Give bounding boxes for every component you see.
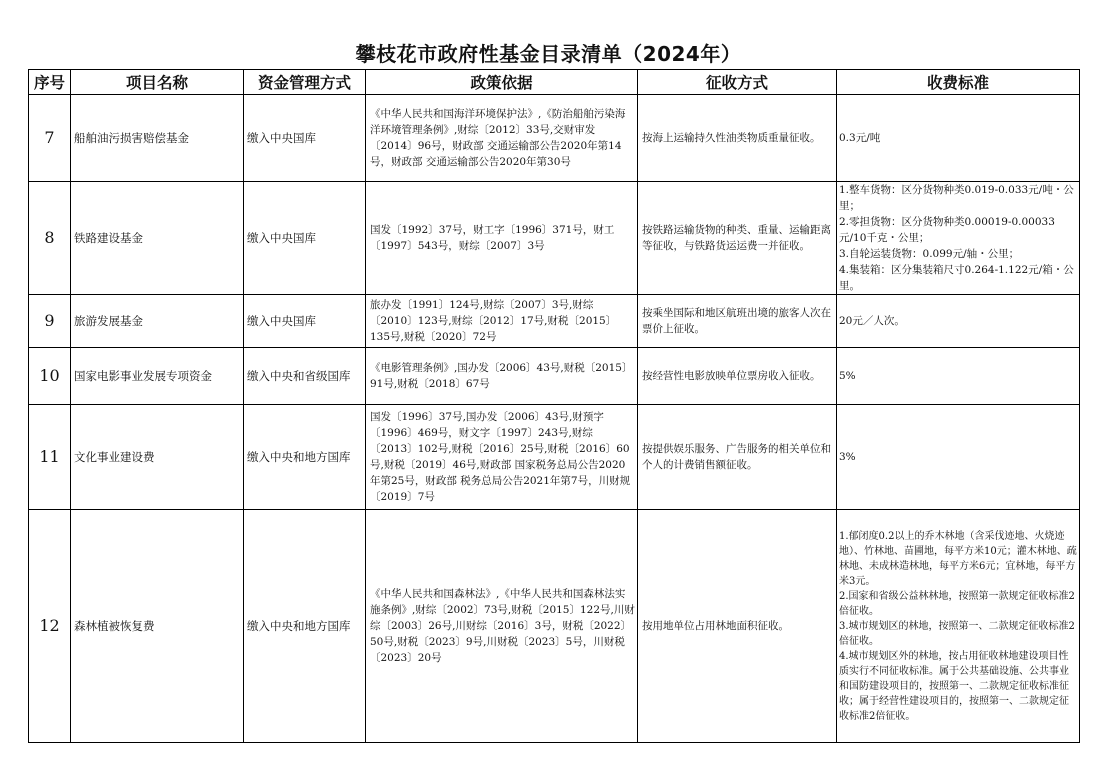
cell-seq: 12 (29, 510, 71, 743)
cell-seq: 7 (29, 95, 71, 182)
cell-seq: 11 (29, 405, 71, 510)
cell-fee-standard: 1.郁闭度0.2以上的乔木林地（含采伐迹地、火烧迹地）、竹林地、苗圃地，每平方米10元；灌木林地、疏林地、未成林造林地，每平方米6元；宜林地，每平方米3元。 2.国家和省级公益林林地，按照第一款规定征收标准2倍征收。 3.城市规划区的林地，按照第一、二款规定征收标准2倍征收。 4.城市规划区外的林地，按占用征收林地建设项目性质实行不同征收标准。属于公共基础设施、公共事业和国防建设项目的，按照第一、二款规定征收标准征收；属于经营性建设项目的，按照第一、二款规定征收标准2倍征收。 (837, 510, 1080, 743)
cell-policy-basis: 《中华人民共和国森林法》,《中华人民共和国森林法实施条例》,财综〔2002〕73号,财税〔2015〕122号,川财综〔2003〕26号,川财综〔2016〕3号，财税〔2022〕50号,财税〔2023〕9号,川财税〔2023〕5号，川财税〔2023〕20号 (366, 510, 638, 743)
cell-management: 缴入中央和地方国库 (244, 405, 366, 510)
cell-fee-standard: 0.3元/吨 (837, 95, 1080, 182)
cell-name: 国家电影事业发展专项资金 (71, 348, 244, 405)
cell-seq: 8 (29, 182, 71, 295)
header-policy-basis: 政策依据 (366, 70, 638, 95)
cell-collection-method: 按经营性电影放映单位票房收入征收。 (638, 348, 837, 405)
cell-management: 缴入中央和省级国库 (244, 348, 366, 405)
cell-management: 缴入中央国库 (244, 182, 366, 295)
cell-policy-basis: 国发〔1992〕37号，财工字〔1996〕371号，财工〔1997〕543号，财综〔2007〕3号 (366, 182, 638, 295)
cell-policy-basis: 国发〔1996〕37号,国办发〔2006〕43号,财预字〔1996〕469号，财文字〔1997〕243号,财综〔2013〕102号,财税〔2016〕25号,财税〔2016〕60号,财税〔2019〕46号,财政部 国家税务总局公告2020年第25号，财政部 税务总局公告2021年第7号，川财规〔2019〕7号 (366, 405, 638, 510)
cell-name: 森林植被恢复费 (71, 510, 244, 743)
table-row (29, 510, 1080, 743)
cell-collection-method: 按提供娱乐服务、广告服务的相关单位和个人的计费销售额征收。 (638, 405, 837, 510)
table-header-row (29, 70, 1080, 95)
cell-policy-basis: 旅办发〔1991〕124号,财综〔2007〕3号,财综〔2010〕123号,财综〔2012〕17号,财税〔2015〕135号,财税〔2020〕72号 (366, 295, 638, 348)
cell-policy-basis: 《电影管理条例》,国办发〔2006〕43号,财税〔2015〕91号,财税〔2018〕67号 (366, 348, 638, 405)
cell-collection-method: 按用地单位占用林地面积征收。 (638, 510, 837, 743)
header-collection-method: 征收方式 (638, 70, 837, 95)
cell-fee-standard: 3% (837, 405, 1080, 510)
table-row (29, 295, 1080, 348)
header-seq: 序号 (29, 70, 71, 95)
table-row (29, 95, 1080, 182)
fund-table (28, 69, 1080, 743)
cell-name: 文化事业建设费 (71, 405, 244, 510)
cell-seq: 9 (29, 295, 71, 348)
cell-name: 铁路建设基金 (71, 182, 244, 295)
cell-management: 缴入中央国库 (244, 295, 366, 348)
cell-management: 缴入中央国库 (244, 95, 366, 182)
page-title: 攀枝花市政府性基金目录清单（2024年） (355, 42, 742, 66)
cell-collection-method: 按海上运输持久性油类物质重量征收。 (638, 95, 837, 182)
table-row (29, 182, 1080, 295)
cell-fee-standard: 20元／人次。 (837, 295, 1080, 348)
cell-fee-standard: 1.整车货物：区分货物种类0.019-0.033元/吨・公里； 2.零担货物：区分货物种类0.00019-0.00033元/10千克・公里； 3.自轮运装货物：0.099元/轴・公里； 4.集装箱：区分集装箱尺寸0.264-1.122元/箱・公里。 (837, 182, 1080, 295)
cell-management: 缴入中央和地方国库 (244, 510, 366, 743)
header-name: 项目名称 (71, 70, 244, 95)
header-fee-standard: 收费标准 (837, 70, 1080, 95)
cell-fee-standard: 5% (837, 348, 1080, 405)
cell-policy-basis: 《中华人民共和国海洋环境保护法》,《防治船舶污染海洋环境管理条例》,财综〔2012〕33号,交财审发〔2014〕96号，财政部 交通运输部公告2020年第14号，财政部 交通运输部公告2020年第30号 (366, 95, 638, 182)
table-row (29, 348, 1080, 405)
cell-name: 旅游发展基金 (71, 295, 244, 348)
table-row (29, 405, 1080, 510)
cell-collection-method: 按铁路运输货物的种类、重量、运输距离等征收，与铁路货运运费一并征收。 (638, 182, 837, 295)
cell-collection-method: 按乘坐国际和地区航班出境的旅客人次在票价上征收。 (638, 295, 837, 348)
header-management: 资金管理方式 (244, 70, 366, 95)
cell-name: 船舶油污损害赔偿基金 (71, 95, 244, 182)
cell-seq: 10 (29, 348, 71, 405)
